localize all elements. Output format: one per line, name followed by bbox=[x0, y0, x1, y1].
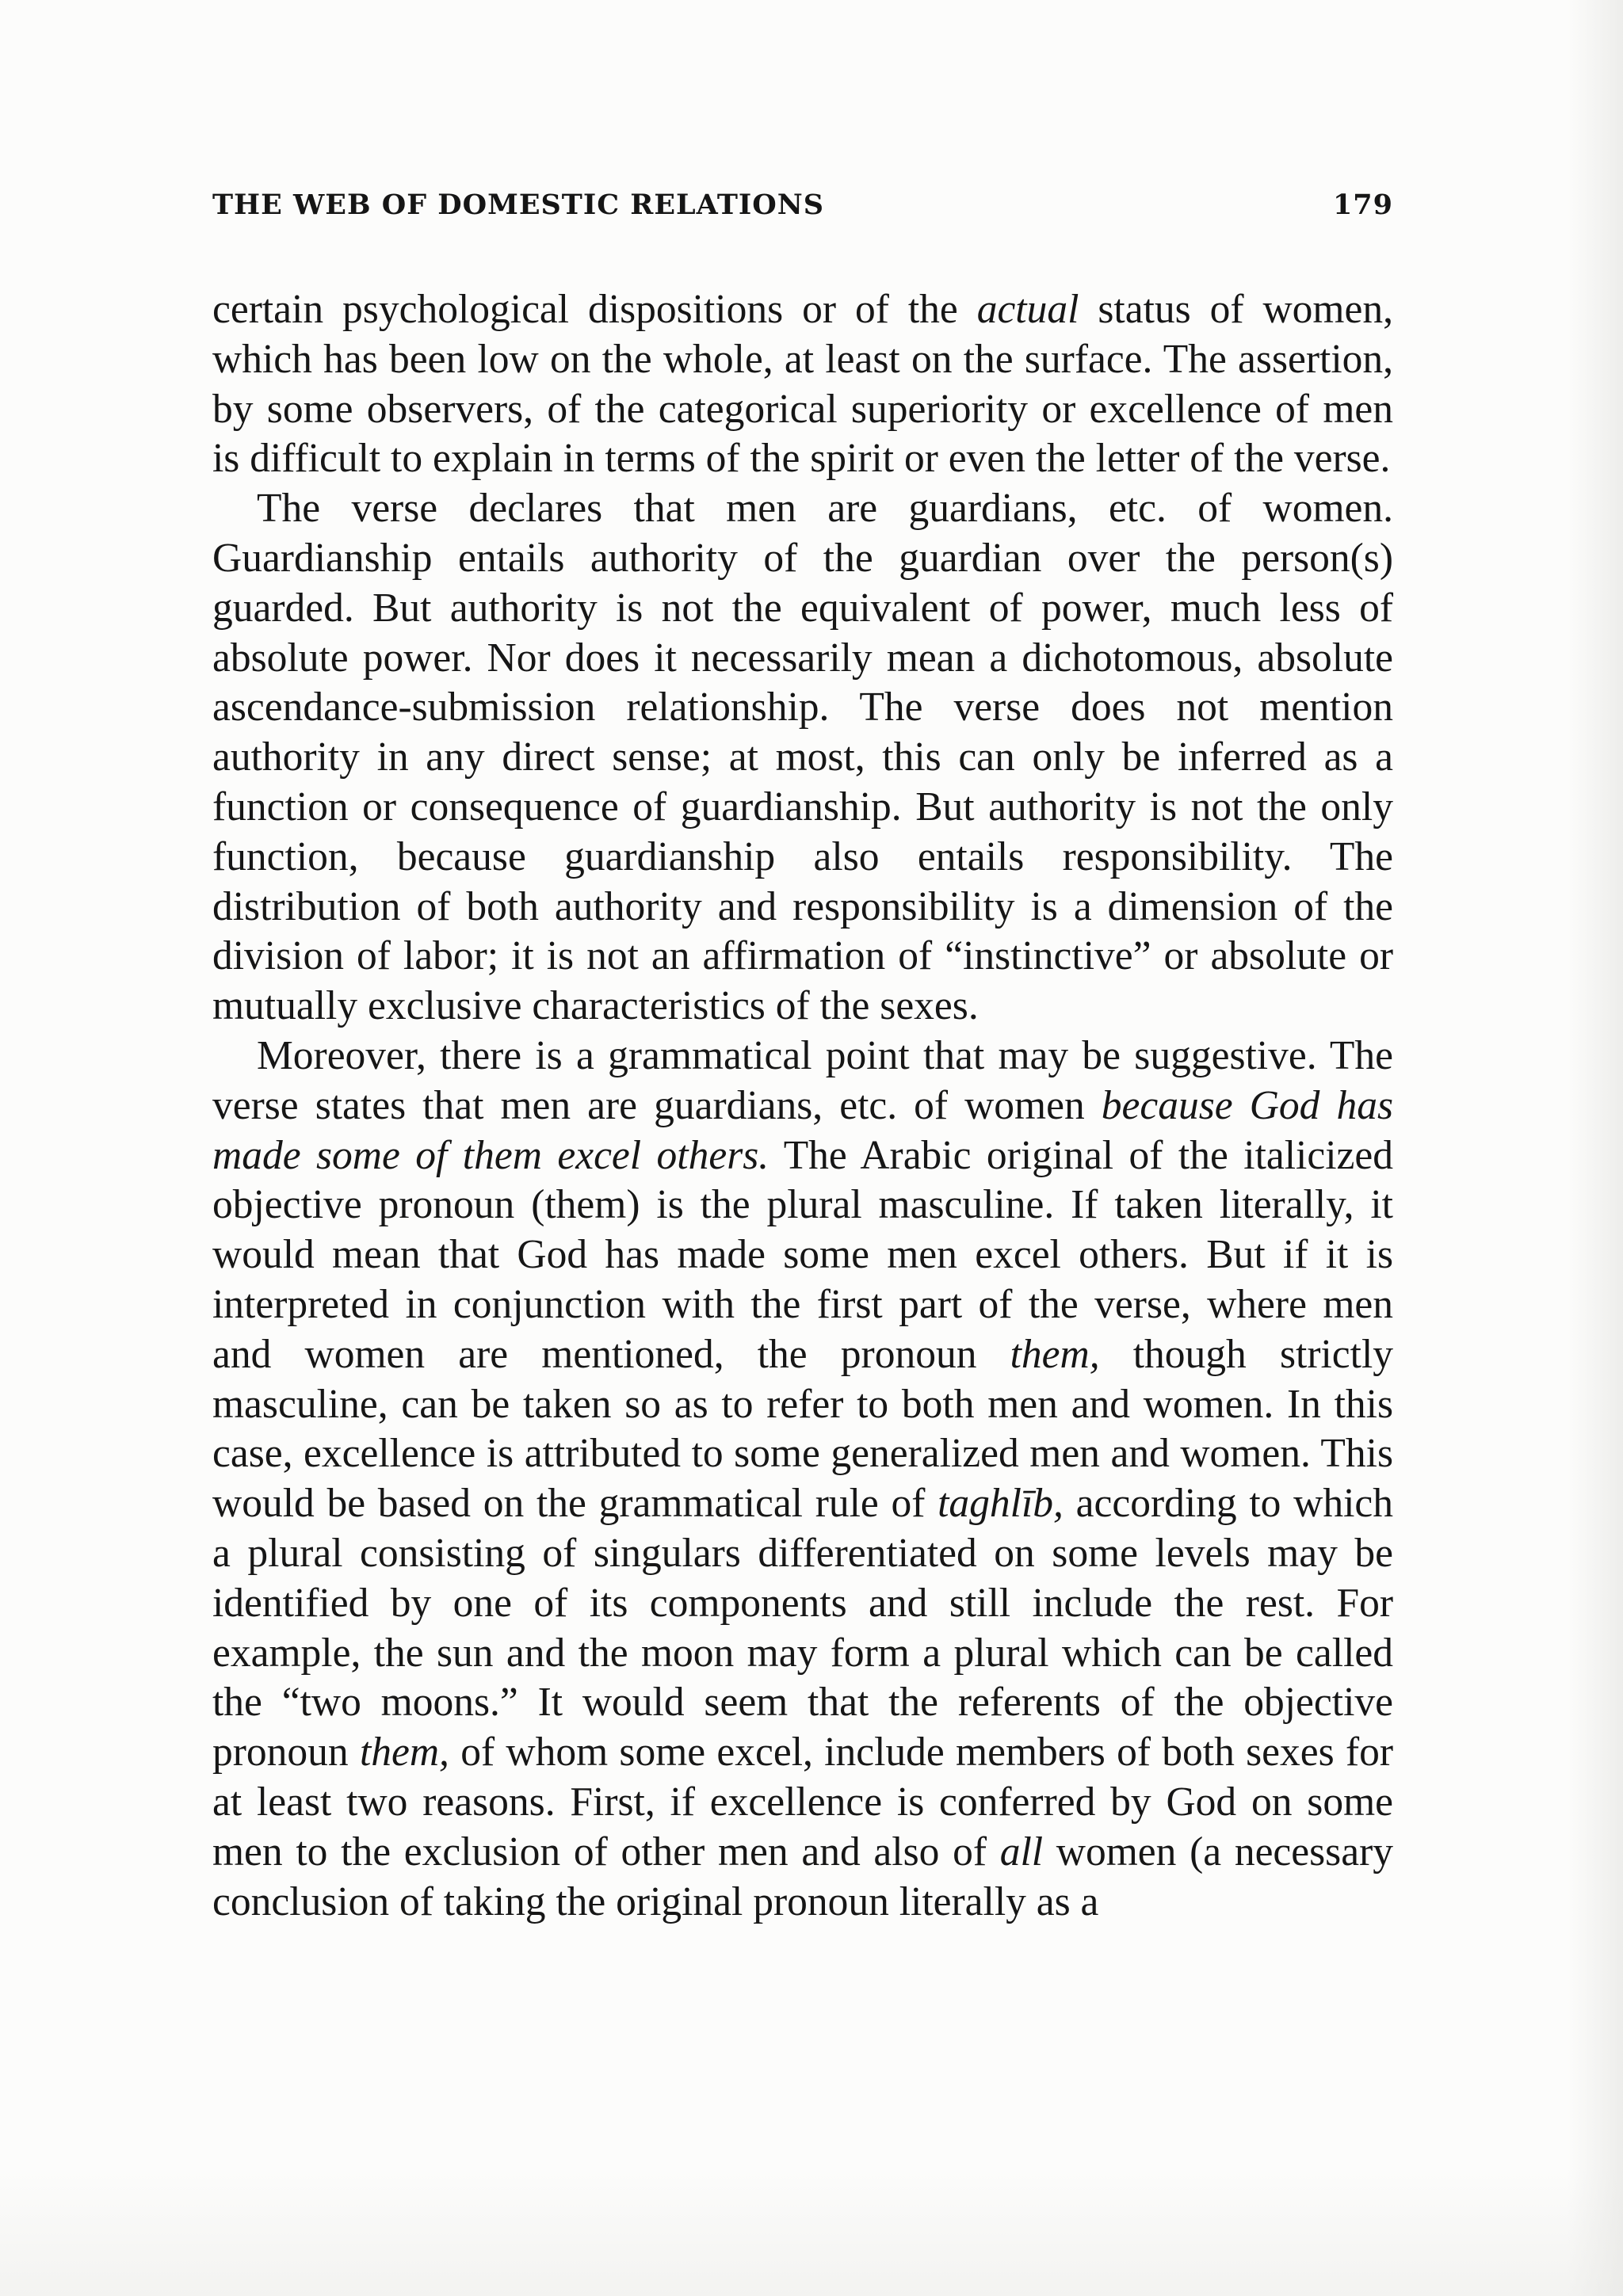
text-run: The Arabic original of the italicized objective pronoun (them) is the plural masculine. If taken literally, it would mean that God has made some men excel others. But if it is interpreted in conjunction with the first part of the verse, where men and women are mentioned, the pronoun bbox=[212, 1132, 1393, 1377]
page-number: 179 bbox=[1332, 189, 1393, 221]
italic-text: taghlīb, bbox=[938, 1481, 1064, 1527]
body-text bbox=[212, 285, 1393, 1927]
text-run: though strictly masculine, can be taken so as to refer to both men and women. In this case, excellence is attributed to some generalized men and women. This would be based on the grammatical rule of bbox=[212, 1331, 1393, 1527]
italic-text: actual bbox=[976, 287, 1079, 332]
italic-text: them, bbox=[1010, 1331, 1100, 1377]
italic-text: them, bbox=[359, 1730, 449, 1775]
page-edge-shadow bbox=[1568, 0, 1623, 2296]
text-run: status of women, which has been low on the whole, at least on the surface. The assertion, by some observers, of the categorical superiority or excellence of men is difficult to explain in terms of the spirit or even the letter of the verse. bbox=[212, 287, 1393, 482]
page-bottom-shadow bbox=[0, 2169, 1623, 2296]
paragraph bbox=[212, 1032, 1393, 1927]
text-run: The verse declares that men are guardians, etc. of women. Guardianship entails authority of the guardian over the person(s) guarded. But authority is not the equivalent of power, much less of absolute power. Nor does it necessarily mean a dichotomous, absolute ascendance-submission relationship. The verse does not mention authority in any direct sense; at most, this can only be inferred as a function or consequence of guardianship. But authority is not the only function, because guardianship also entails responsibility. The distribution of both authority and responsibility is a dimension of the division of labor; it is not an affirmation of “instinctive” or absolute or mutually exclusive characteristics of the sexes. bbox=[212, 486, 1393, 1029]
running-head bbox=[212, 189, 1393, 236]
paragraph bbox=[212, 484, 1393, 1032]
italic-text: because God has made some of them excel others. bbox=[212, 1082, 1393, 1178]
paragraph bbox=[212, 285, 1393, 484]
text-run: Moreover, there is a grammatical point that may be suggestive. The verse states that men are guardians, etc. of women bbox=[212, 1032, 1393, 1128]
text-run: certain psychological dispositions or of the bbox=[212, 287, 977, 332]
text-run: women (a necessary conclusion of taking the original pronoun literally as a bbox=[212, 1829, 1393, 1924]
running-head-title: THE WEB OF DOMESTIC RELATIONS bbox=[212, 189, 825, 221]
text-run: according to which a plural consisting of singulars differentiated on some levels may be identified by one of its components and still include the rest. For example, the sun and the moon may form a plural which can be called the “two moons.” It would seem that the referents of the objective pronoun bbox=[212, 1481, 1393, 1775]
italic-text: all bbox=[999, 1829, 1044, 1875]
text-run: of whom some excel, include members of both sexes for at least two reasons. First, if excellence is conferred by God on some men to the exclusion of other men and also of bbox=[212, 1730, 1393, 1875]
